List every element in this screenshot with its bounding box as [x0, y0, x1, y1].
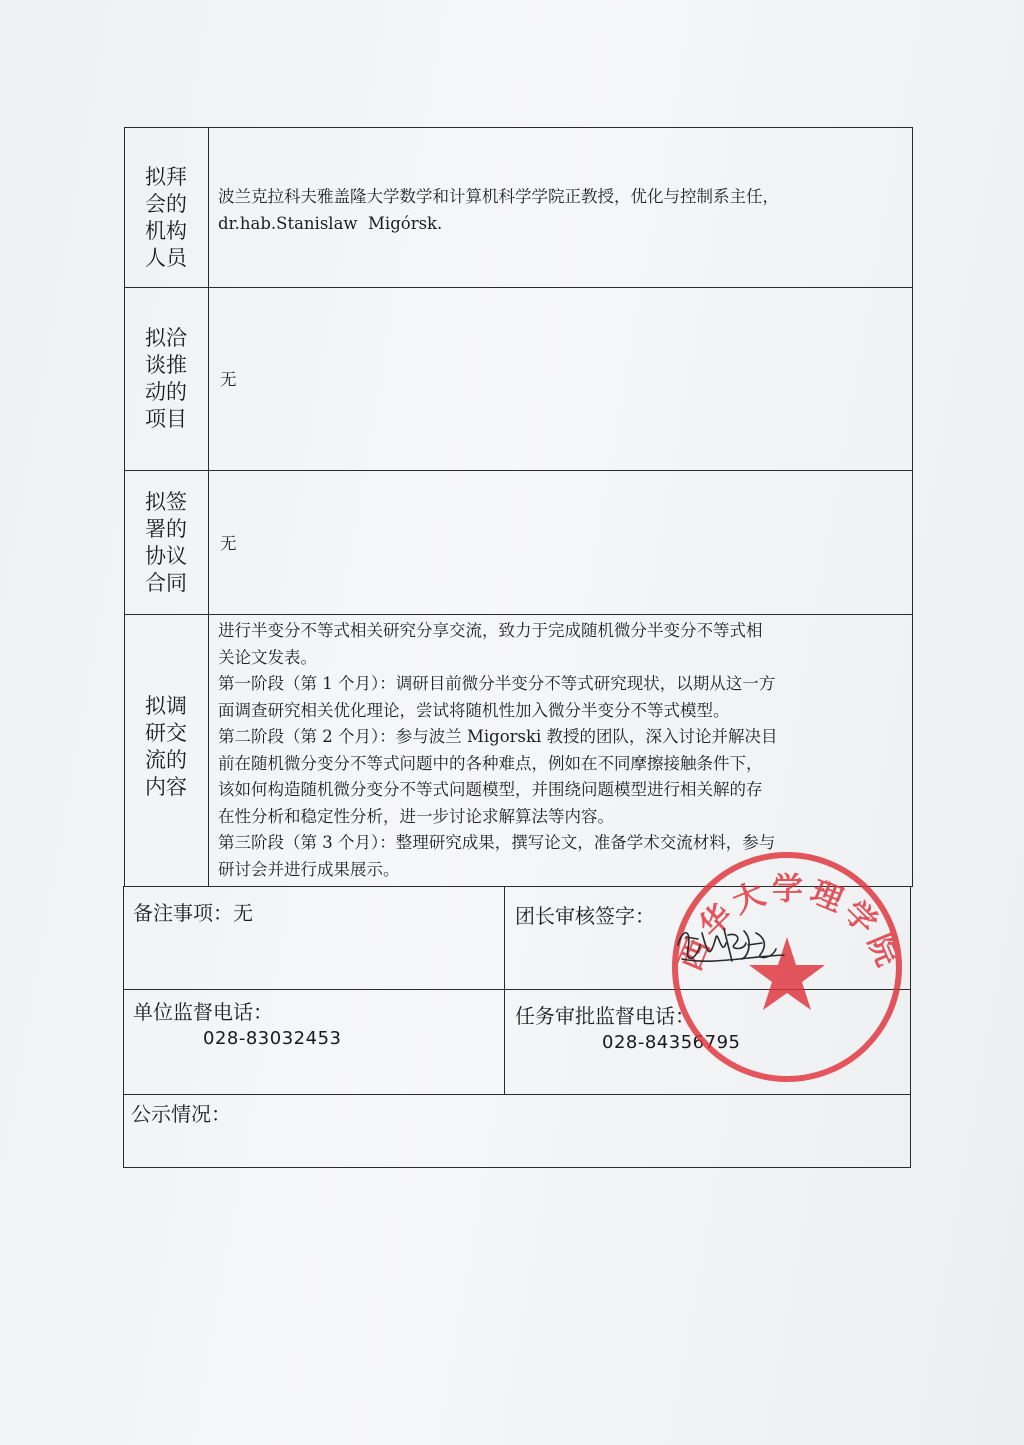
agreements-content	[220, 531, 900, 558]
seal-text: 西华大学理学院	[672, 871, 908, 976]
content-line: 第一阶段（第 1 个月）：调研目前微分半变分不等式研究现状，以期从这一方	[218, 674, 776, 693]
row-divider	[124, 614, 913, 615]
handwritten-signature-icon	[672, 915, 792, 975]
task-phone-label: 任务审批监督电话：	[515, 1004, 695, 1028]
remarks-label: 备注事项：无	[133, 901, 253, 925]
content-line: 该如何构造随机微分变分不等式问题模型，并围绕问题模型进行相关解的存	[218, 780, 763, 799]
research-content	[218, 618, 908, 883]
task-phone-number: 028-84356795	[602, 1032, 741, 1053]
content-line: 研讨会并进行成果展示。	[218, 859, 400, 879]
content-line: 第二阶段（第 2 个月）：参与波兰 Migorski 教授的团队，深入讨论并解决目	[218, 727, 778, 746]
leader-signature-label: 团长审核签字：	[515, 904, 655, 928]
public-notice-label: 公示情况：	[131, 1102, 231, 1126]
row-divider	[124, 470, 913, 471]
agreements-label: 拟签署的协议合同	[145, 490, 187, 595]
content-line: 面调查研究相关优化理论，尝试将随机性加入微分半变分不等式模型。	[218, 700, 730, 720]
projects-content	[220, 367, 900, 394]
lower-row-divider	[123, 1094, 911, 1095]
unit-phone-number: 028-83032453	[203, 1028, 342, 1049]
content-line: 在性分析和稳定性分析，进一步讨论求解算法等内容。	[218, 806, 614, 826]
content-line: 波兰克拉科夫雅盖隆大学数学和计算机科学学院正教授，优化与控制系主任，	[218, 187, 779, 206]
unit-phone-label: 单位监督电话：	[133, 1000, 273, 1024]
visit-persons-content	[218, 184, 913, 237]
content-line: 进行半变分不等式相关研究分享交流，致力于完成随机微分半变分不等式相	[218, 621, 763, 640]
lower-column-divider	[504, 886, 505, 1094]
label-column-divider	[208, 127, 209, 887]
content-line: 前在随机微分变分不等式问题中的各种难点，例如在不同摩擦接触条件下，	[218, 753, 763, 773]
row-divider	[124, 287, 913, 288]
content-line: 第三阶段（第 3 个月）：整理研究成果，撰写论文，准备学术交流材料，参与	[218, 833, 776, 852]
visit-persons-label: 拟拜会的机构人员	[145, 165, 187, 270]
research-content-label: 拟调研交流的内容	[145, 694, 187, 799]
projects-label: 拟洽谈推动的项目	[145, 326, 187, 431]
content-line: dr.hab.Stanislaw Migórsk.	[218, 213, 443, 233]
content-line: 无	[220, 534, 237, 553]
content-line: 无	[220, 370, 237, 389]
content-line: 关论文发表。	[218, 647, 317, 667]
